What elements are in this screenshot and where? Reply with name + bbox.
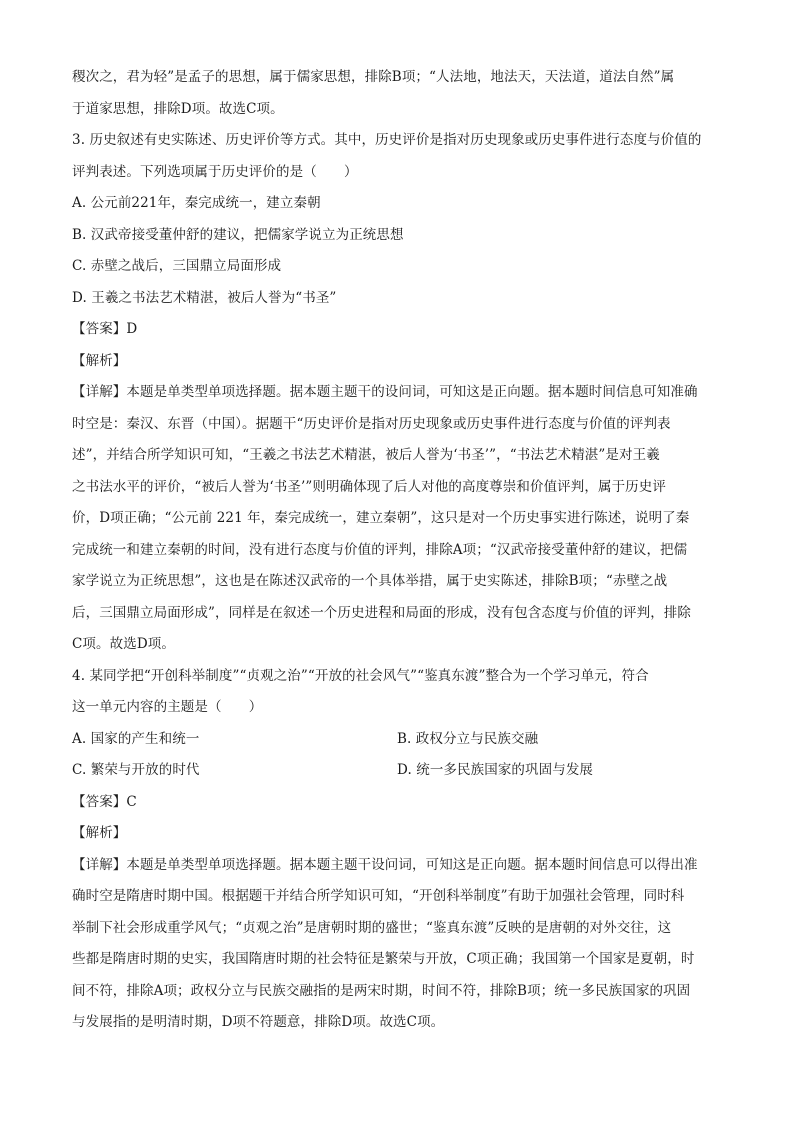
q3-detail-line: C项。故选D项。 [72, 636, 175, 652]
continuation-line: 稷次之，君为轻”是孟子的思想，属于儒家思想，排除B项；“人法地，地法天，天法道，道法自然”属 [72, 69, 675, 85]
q4-answer: 【答案】C [72, 793, 137, 810]
page-content [72, 62, 722, 1039]
q3-answer: 【答案】D [72, 321, 138, 337]
q3-option-c: C. 赤壁之战后，三国鼎立局面形成 [72, 258, 282, 274]
q3-detail-line: 【详解】本题是单类型单项选择题。据本题主题干的设问词，可知这是正向题。据本题时间信息可知准确 [72, 384, 698, 400]
q4-detail-line: 【详解】本题是单类型单项选择题。据本题主题干设问词，可知这是正向题。据本题时间信息可以得出准 [72, 856, 698, 873]
q4-detail-line: 间不符，排除A项；政权分立与民族交融指的是两宋时期，时间不符，排除B项；统一多民族国家的巩固 [72, 982, 691, 999]
q3-detail-line: 价，D项正确；“公元前 221 年，秦完成统一，建立秦朝”，这只是对一个历史事实进行陈述，说明了秦 [72, 510, 690, 526]
q4-options-row-1 [72, 724, 722, 756]
q4-option-a: A. 国家的产生和统一 [72, 730, 200, 747]
q4-option-b: B. 政权分立与民族交融 [397, 730, 539, 747]
q4-detail-line: 与发展指的是明清时期，D项不符题意，排除D项。故选C项。 [72, 1014, 445, 1030]
q3-detail-line: 时空是：秦汉、东晋（中国）。据题干“历史评价是指对历史现象或历史事件进行态度与价值的评判表 [72, 415, 671, 432]
q3-stem-line: 3. 历史叙述有史实陈述、历史评价等方式。其中，历史评价是指对历史现象或历史事件进行态度与价值的 [72, 132, 702, 148]
q4-stem-line: 4. 某同学把“开创科举制度”“贞观之治”“开放的社会风气”“鉴真东渡”整合为一个学习单元，符合 [72, 667, 649, 684]
q4-options-row-2 [72, 755, 722, 787]
q3-detail-line: 之书法水平的评价，“被后人誉为‘书圣’”则明确体现了后人对他的高度尊崇和价值评判，属于历史评 [72, 478, 666, 495]
q3-analysis-label: 【解析】 [72, 352, 127, 369]
q3-option-b: B. 汉武帝接受董仲舒的建议，把儒家学说立为正统思想 [72, 226, 404, 243]
q3-option-a: A. 公元前221年，秦完成统一，建立秦朝 [72, 195, 321, 211]
continuation-line: 于道家思想，排除D项。故选C项。 [72, 100, 284, 117]
q4-option-d: D. 统一多民族国家的巩固与发展 [397, 762, 594, 778]
q3-option-d: D. 王羲之书法艺术精湛，被后人誉为“书圣” [72, 289, 337, 306]
q4-detail-line: 举制下社会形成重学风气；“贞观之治”是唐朝时期的盛世；“鉴真东渡”反映的是唐朝的对外交往，这 [72, 919, 672, 936]
q3-detail-line: 述”，并结合所学知识可知，“王羲之书法艺术精湛，被后人誉为‘书圣’”，“书法艺术精湛”是对王羲 [72, 447, 660, 463]
q3-detail-line: 完成统一和建立秦朝的时间，没有进行态度与价值的评判，排除A项；“汉武帝接受董仲舒的建议，把儒 [72, 541, 688, 558]
q4-detail-line: 确时空是隋唐时期中国。根据题干并结合所学知识可知，“开创科举制度”有助于加强社会管理，同时科 [72, 888, 685, 904]
q3-detail-line: 家学说立为正统思想”，这也是在陈述汉武帝的一个具体举措，属于史实陈述，排除B项；“赤壁之战 [72, 573, 668, 589]
q4-stem-line: 这一单元内容的主题是（ ） [72, 699, 263, 715]
q3-stem-line: 评判表述。下列选项属于历史评价的是（ ） [72, 163, 358, 180]
q3-detail-line: 后，三国鼎立局面形成”，同样是在叙述一个历史进程和局面的形成，没有包含态度与价值的评判，排除 [72, 604, 691, 621]
q4-detail-line: 些都是隋唐时期的史实，我国隋唐时期的社会特征是繁荣与开放，C项正确；我国第一个国家是夏朝，时 [72, 951, 695, 967]
q4-analysis-label: 【解析】 [72, 825, 127, 841]
q4-option-c: C. 繁荣与开放的时代 [72, 762, 200, 778]
